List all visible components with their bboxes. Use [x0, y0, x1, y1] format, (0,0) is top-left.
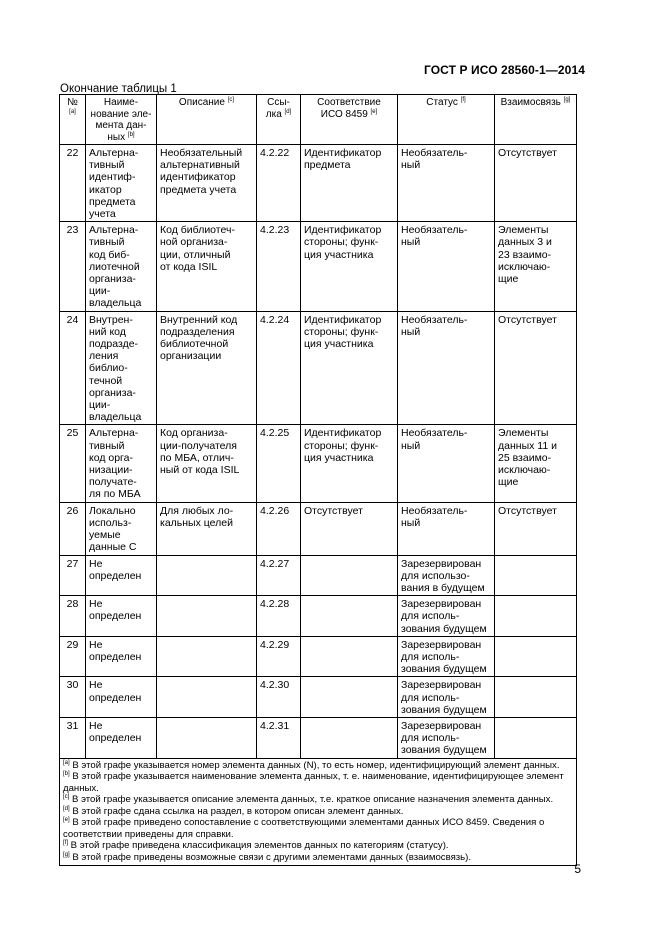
- table-row: [60, 677, 577, 718]
- footnote: [d] В этой графе сдана ссылка на раздел, в котором описан элемент данных.: [63, 805, 404, 817]
- col-name-cell: Альтерна- тивный код орга- низации- получате- ля по МБА: [86, 425, 157, 502]
- col-status-cell: Зарезервирован для использо- вания в будущем: [398, 555, 495, 596]
- col-description-cell: [157, 555, 257, 596]
- col-description-cell: [157, 677, 257, 718]
- col-relation-cell: [495, 677, 577, 718]
- col-iso8459-cell: [301, 555, 398, 596]
- footnote-ref: [f]: [460, 97, 466, 103]
- col-iso8459-header: [301, 95, 398, 145]
- col-number-cell: 27: [60, 555, 86, 596]
- footnote-mark: [c]: [63, 794, 70, 801]
- table-row: [60, 502, 577, 555]
- footnote-mark: [a]: [63, 759, 70, 766]
- col-relation-cell: [495, 596, 577, 637]
- col-reference-cell: 4.2.30: [257, 677, 301, 718]
- col-name-cell: Внутрен- ний код подразде- ления библио- течной организа- ции- владельца: [86, 311, 157, 425]
- table-row: [60, 311, 577, 425]
- col-number-cell: 29: [60, 636, 86, 677]
- col-relation-cell: Элементы данных 11 и 25 взаимо- исключаю- щие: [495, 425, 577, 502]
- header-label: Взаимосвязь: [500, 97, 561, 108]
- header-label: №: [67, 97, 78, 108]
- col-number-cell: 22: [60, 145, 86, 222]
- footnote-mark: [e]: [63, 817, 70, 824]
- table-header-row: [60, 95, 577, 145]
- footnote: [b] В этой графе указывается наименование элемента данных, т. е. наименование, идентифицирующее элемент данных.: [63, 771, 564, 794]
- col-status-cell: Зарезервирован для исполь- зования будущем: [398, 677, 495, 718]
- header-label: Наиме- нование эле- мента дан- ных: [90, 97, 152, 143]
- footnote-mark: [d]: [63, 805, 70, 812]
- col-reference-cell: 4.2.23: [257, 222, 301, 311]
- col-relation-header: [495, 95, 577, 145]
- footnote: [c] В этой графе указывается описание элемента данных, т.е. краткое описание назначения элемента данных.: [63, 794, 554, 806]
- col-status-cell: Зарезервирован для исполь- зования будущем: [398, 717, 495, 758]
- table-row: [60, 555, 577, 596]
- table-row: [60, 596, 577, 637]
- col-status-cell: Необязатель- ный: [398, 311, 495, 425]
- header-label: Статус: [426, 97, 458, 108]
- col-number-cell: 23: [60, 222, 86, 311]
- col-number-cell: 25: [60, 425, 86, 502]
- footnote-ref: [a]: [69, 108, 76, 115]
- footnote-ref: [d]: [284, 108, 292, 115]
- col-description-cell: [157, 636, 257, 677]
- col-description-header: [157, 95, 257, 145]
- col-description-cell: Для любых ло- кальных целей: [157, 502, 257, 555]
- header-label: Соответствие ИСО 8459: [317, 97, 381, 120]
- col-iso8459-cell: [301, 596, 398, 637]
- page-number: 5: [574, 862, 581, 876]
- footnote-ref: [g]: [563, 97, 571, 103]
- col-number-cell: 30: [60, 677, 86, 718]
- header-label: Описание: [178, 97, 225, 108]
- col-reference-cell: 4.2.28: [257, 596, 301, 637]
- col-relation-cell: [495, 636, 577, 677]
- col-reference-cell: 4.2.24: [257, 311, 301, 425]
- col-iso8459-cell: Идентификатор предмета: [301, 145, 398, 222]
- col-number-header: [60, 95, 86, 145]
- data-elements-table: [59, 94, 577, 866]
- table-row: [60, 222, 577, 311]
- col-name-cell: Не определен: [86, 636, 157, 677]
- col-reference-cell: 4.2.31: [257, 717, 301, 758]
- footnote-mark: [g]: [63, 851, 70, 858]
- col-name-cell: Не определен: [86, 717, 157, 758]
- col-iso8459-cell: [301, 717, 398, 758]
- col-status-cell: Необязатель- ный: [398, 425, 495, 502]
- col-number-cell: 31: [60, 717, 86, 758]
- footnote: [a] В этой графе указывается номер элемента данных (N), то есть номер, идентифицирующий элемент данных.: [63, 759, 560, 771]
- footnote-ref: [e]: [370, 108, 378, 115]
- col-name-cell: Альтерна- тивный код биб- лиотечной организа- ции- владельца: [86, 222, 157, 311]
- table-caption: Окончание таблицы 1: [60, 83, 177, 95]
- col-relation-cell: [495, 555, 577, 596]
- col-status-cell: Необязатель- ный: [398, 502, 495, 555]
- col-name-cell: Не определен: [86, 596, 157, 637]
- col-status-cell: Необязатель- ный: [398, 145, 495, 222]
- col-status-cell: Необязатель- ный: [398, 222, 495, 311]
- col-number-cell: 26: [60, 502, 86, 555]
- footnote: [e] В этой графе приведено сопоставление с соответствующими элементами данных ИСО 8459. Сведения о соответствии приведены для справки.: [63, 817, 545, 840]
- col-status-header: [398, 95, 495, 145]
- table-row: [60, 425, 577, 502]
- col-iso8459-cell: Отсутствует: [301, 502, 398, 555]
- col-status-cell: Зарезервирован для исполь- зования будущем: [398, 596, 495, 637]
- col-description-cell: Внутренний код подразделения библиотечной организации: [157, 311, 257, 425]
- col-description-cell: Необязательный альтернативный идентификатор предмета учета: [157, 145, 257, 222]
- header-label: Ссы- лка: [265, 97, 290, 120]
- col-iso8459-cell: [301, 677, 398, 718]
- footnote: [g] В этой графе приведены возможные связи с другими элементами данных (взаимосвязь).: [63, 851, 472, 863]
- col-reference-cell: 4.2.26: [257, 502, 301, 555]
- footnote-mark: [b]: [63, 771, 70, 778]
- col-relation-cell: [495, 717, 577, 758]
- col-relation-cell: Элементы данных 3 и 23 взаимо- исключаю- щие: [495, 222, 577, 311]
- col-name-cell: Альтерна- тивный идентиф- икатор предмета учета: [86, 145, 157, 222]
- col-reference-header: [257, 95, 301, 145]
- footnote-ref: [b]: [127, 131, 135, 138]
- col-description-cell: Код организа- ции-получателя по МБА, отлич- ный от кода ISIL: [157, 425, 257, 502]
- col-name-cell: Не определен: [86, 555, 157, 596]
- col-relation-cell: Отсутствует: [495, 502, 577, 555]
- col-reference-cell: 4.2.29: [257, 636, 301, 677]
- col-iso8459-cell: Идентификатор стороны; функ- ция участника: [301, 311, 398, 425]
- col-description-cell: [157, 596, 257, 637]
- col-number-cell: 28: [60, 596, 86, 637]
- table-row: [60, 717, 577, 758]
- col-name-header: [86, 95, 157, 145]
- col-reference-cell: 4.2.27: [257, 555, 301, 596]
- table-row: [60, 636, 577, 677]
- col-relation-cell: Отсутствует: [495, 311, 577, 425]
- col-iso8459-cell: [301, 636, 398, 677]
- document-id: ГОСТ Р ИСО 28560-1—2014: [423, 63, 585, 77]
- col-status-cell: Зарезервирован для исполь- зования будущем: [398, 636, 495, 677]
- footnote-ref: [c]: [227, 97, 235, 103]
- col-reference-cell: 4.2.22: [257, 145, 301, 222]
- table-row: [60, 145, 577, 222]
- col-iso8459-cell: Идентификатор стороны; функ- ция участника: [301, 222, 398, 311]
- col-relation-cell: Отсутствует: [495, 145, 577, 222]
- col-number-cell: 24: [60, 311, 86, 425]
- footnote-mark: [f]: [63, 840, 69, 847]
- col-name-cell: Локально использ- уемые данные С: [86, 502, 157, 555]
- footnotes: [60, 758, 577, 866]
- col-description-cell: [157, 717, 257, 758]
- col-reference-cell: 4.2.25: [257, 425, 301, 502]
- col-description-cell: Код библиотеч- ной организа- ции, отличный от кода ISIL: [157, 222, 257, 311]
- col-iso8459-cell: Идентификатор стороны; функ- ция участника: [301, 425, 398, 502]
- col-name-cell: Не определен: [86, 677, 157, 718]
- footnote: [f] В этой графе приведена классификация элементов данных по категориям (статусу).: [63, 840, 449, 852]
